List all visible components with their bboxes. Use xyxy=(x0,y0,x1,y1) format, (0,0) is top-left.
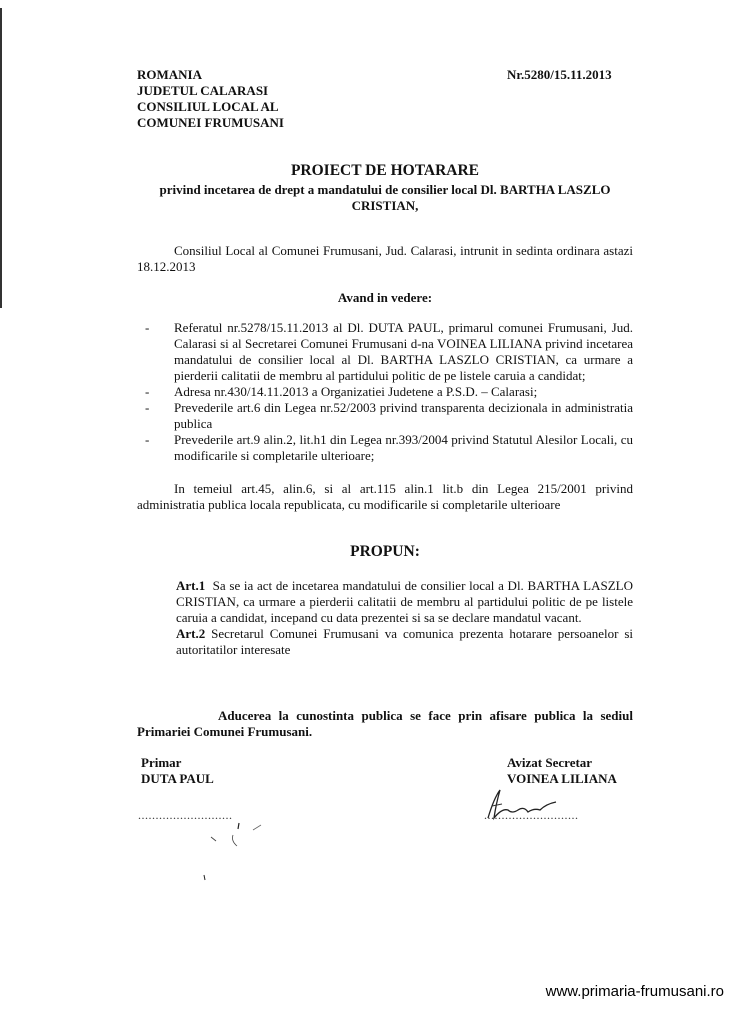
handwritten-signature xyxy=(480,788,570,823)
signature-right xyxy=(507,755,617,787)
signer-name: VOINEA LILIANA xyxy=(507,771,617,786)
signer-role: Primar xyxy=(141,755,182,770)
signer-role: Avizat Secretar xyxy=(507,755,593,770)
header-line: COMUNEI FRUMUSANI xyxy=(137,115,284,130)
considering-heading: Avand in vedere: xyxy=(337,290,433,305)
header-line: JUDETUL CALARASI xyxy=(137,83,269,98)
issuer-header xyxy=(137,67,284,131)
signature-left xyxy=(141,755,214,787)
document-subtitle: privind incetarea de drept a mandatului de consilier local Dl. BARTHA LASZLO CRISTIAN, xyxy=(159,182,611,213)
document-title: PROIECT DE HOTARARE xyxy=(290,162,480,179)
website-link[interactable]: www.primaria-frumusani.ro xyxy=(545,983,724,1000)
legal-basis: In temeiul art.45, alin.6, si al art.115 alin.1 lit.b din Legea 215/2001 privind administratia publica locala republicata, cu modificarile si completarile ulterioare xyxy=(137,481,633,512)
propose-heading: PROPUN: xyxy=(350,543,420,560)
header-line: ROMANIA xyxy=(137,67,202,82)
signature-line-right: ........................... xyxy=(484,808,579,822)
signature-line-left: ........................... xyxy=(138,808,233,822)
signature-marks-left xyxy=(195,815,285,885)
article-label: Art.2 xyxy=(176,626,206,641)
intro-text: Consiliul Local al Comunei Frumusani, Jud. Calarasi, intrunit in sedinta ordinara astazi 18.12.2013 xyxy=(137,243,633,274)
list-item: - Adresa nr.430/14.11.2013 a Organizatiei Judetene a P.S.D. – Calarasi; xyxy=(145,384,538,399)
article-label: Art.1 xyxy=(176,578,206,593)
header-line: CONSILIUL LOCAL AL xyxy=(137,99,279,114)
scan-edge xyxy=(0,8,2,308)
document-number: Nr.5280/15.11.2013 xyxy=(507,67,612,82)
article-1: Art.1 Sa se ia act de incetarea mandatului de consilier local a Dl. BARTHA LASZLO CRISTIAN, ca urmare a pierderii calitatii de membru al partidului politic de pe listele caruia a candidat, incepand cu data prezentei si sa se declare mandatul vacant. xyxy=(176,578,633,625)
signer-name: DUTA PAUL xyxy=(141,771,214,786)
public-notice: Aducerea la cunostinta publica se face prin afisare publica la sediul Primariei Comunei Frumusani. xyxy=(137,708,633,739)
list-item: - Referatul nr.5278/15.11.2013 al Dl. DUTA PAUL, primarul comunei Frumusani, Jud. Calarasi si al Secretarei Comunei Frumusani d-na VOINEA LILIANA privind incetarea mandatului de consilier local al Dl. BARTHA LASZLO CRISTIAN, ca urmare a pierderii calitatii de membru al partidului politic de pe listele caruia a candidat; xyxy=(145,320,633,383)
article-2: Art.2 Secretarul Comunei Frumusani va comunica prezenta hotarare persoanelor si autoritatilor interesate xyxy=(176,626,634,657)
list-item: - Prevederile art.9 alin.2, lit.h1 din Legea nr.393/2004 privind Statutul Alesilor Locali, cu modificarile si completarile ulterioare; xyxy=(145,432,633,463)
considering-list xyxy=(137,320,633,464)
intro-paragraph xyxy=(137,243,633,275)
list-item: - Prevederile art.6 din Legea nr.52/2003 privind transparenta decizionala in administratia publica xyxy=(145,400,633,431)
